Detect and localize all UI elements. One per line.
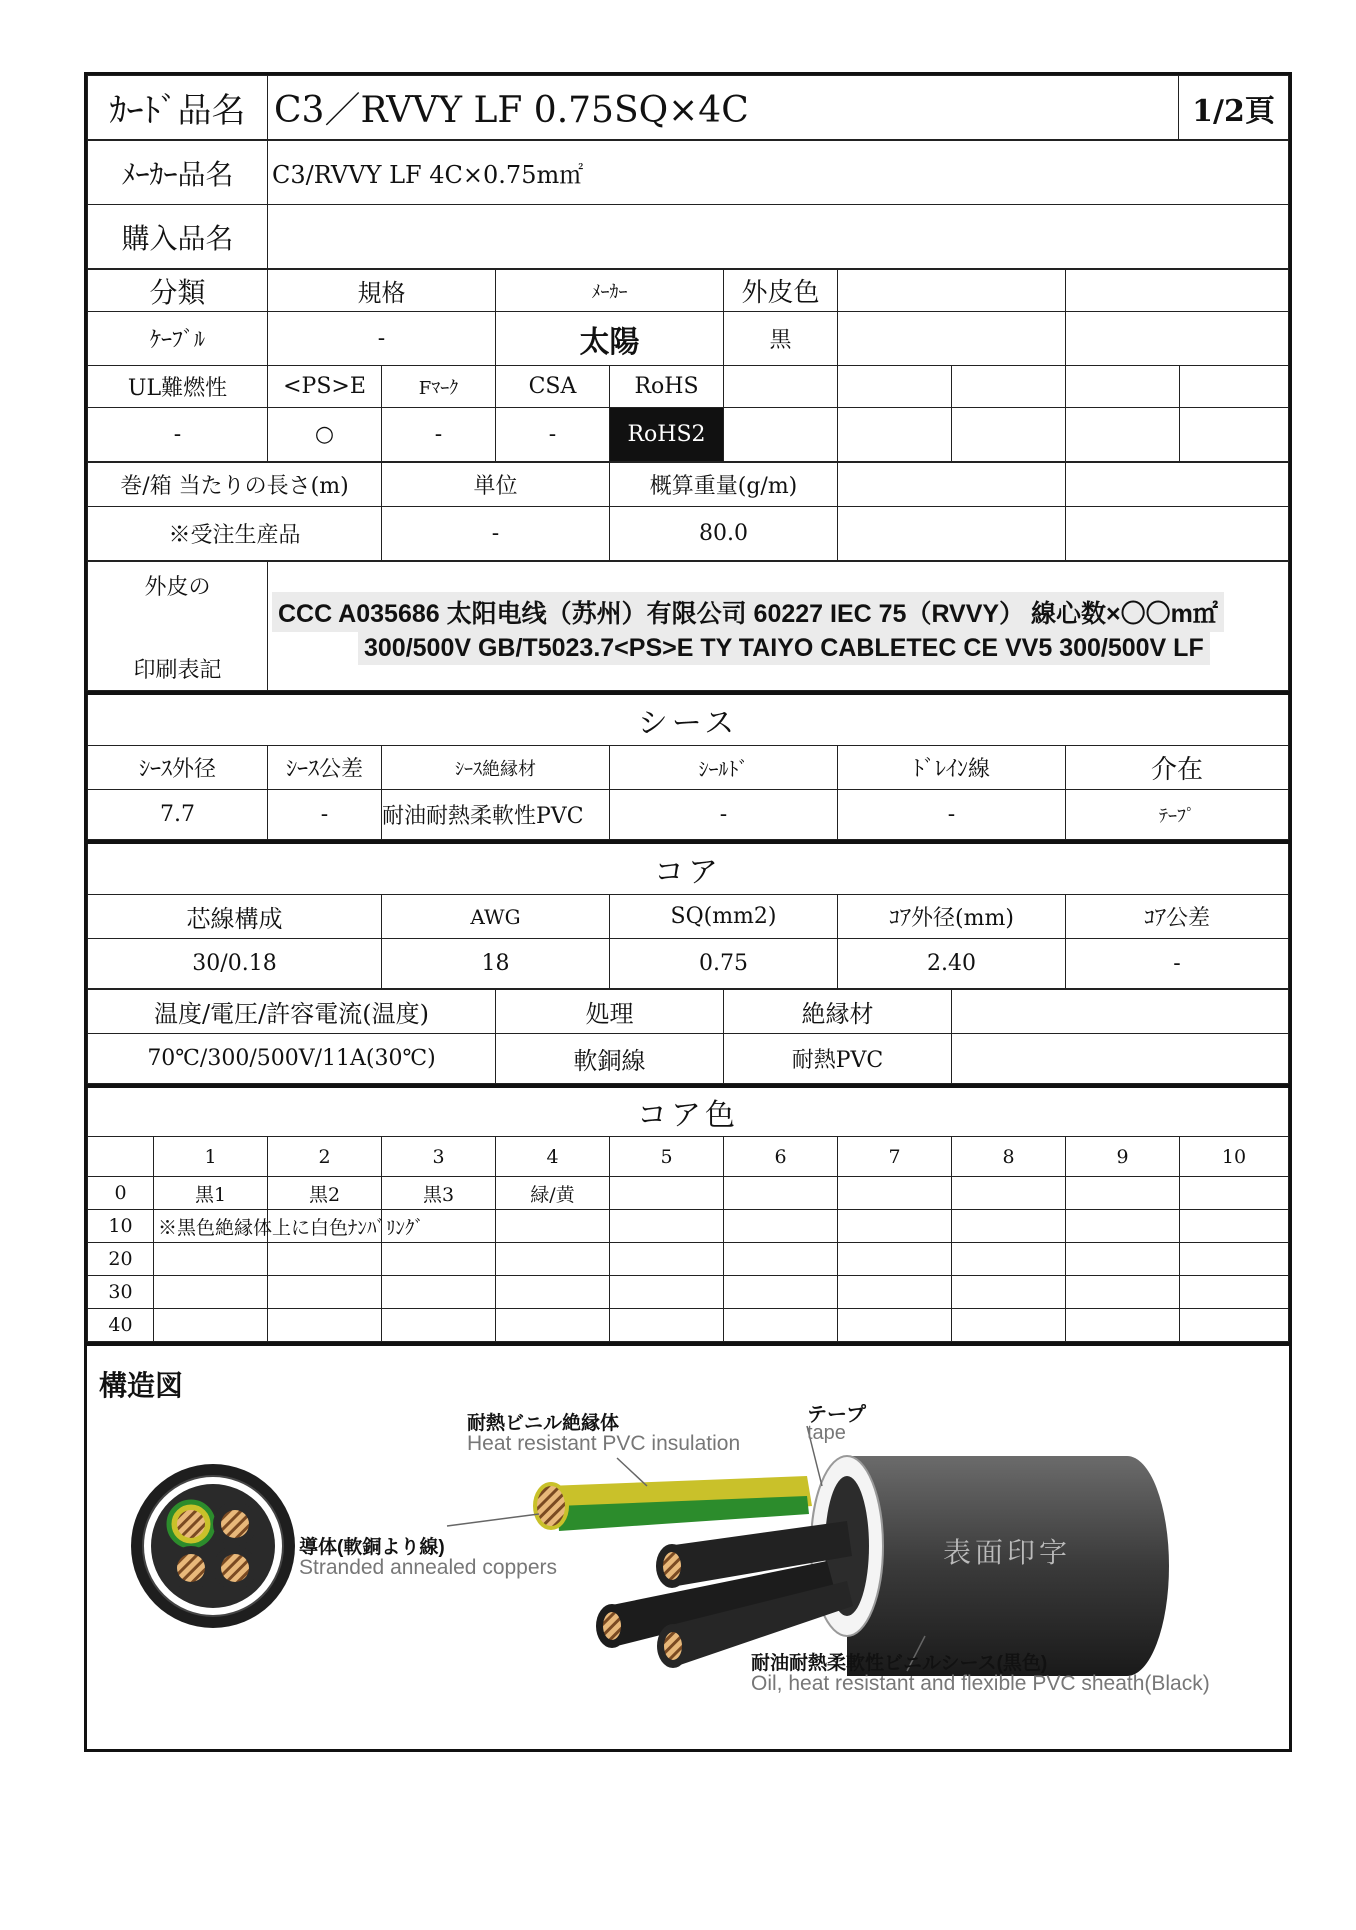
color-col-header: 5 — [610, 1137, 724, 1177]
csa-value: - — [496, 408, 610, 462]
color-row — [88, 1210, 1289, 1243]
color-row — [88, 1276, 1289, 1309]
color-cell — [1180, 1177, 1289, 1210]
csa-header: CSA — [496, 366, 610, 408]
pse-header: <PS>E — [268, 366, 382, 408]
unit-header: 単位 — [382, 463, 610, 507]
surface-print-label: 表面印字 — [943, 1537, 1072, 1568]
color-cell — [838, 1243, 952, 1276]
color-cell — [838, 1177, 952, 1210]
cross-section-icon — [131, 1464, 295, 1628]
color-col-header: 7 — [838, 1137, 952, 1177]
class-value: ｹｰﾌﾞﾙ — [88, 312, 268, 366]
core-title: コア — [88, 842, 1289, 895]
card-name-label: ｶｰﾄﾞ品名 — [88, 76, 268, 140]
color-cell — [382, 1243, 496, 1276]
strand-header: 芯線構成 — [88, 895, 382, 939]
classification-table — [87, 269, 1289, 462]
color-cell — [838, 1309, 952, 1342]
sheath-table — [87, 691, 1289, 840]
color-row — [88, 1177, 1289, 1210]
drain-header: ﾄﾞﾚｲﾝ線 — [838, 746, 1066, 790]
color-cell — [724, 1243, 838, 1276]
strand-value: 30/0.18 — [88, 939, 382, 989]
sheath-title: シース — [88, 693, 1289, 746]
conductor-label-jp: 導体(軟銅より線) — [299, 1537, 445, 1558]
color-cell — [268, 1276, 382, 1309]
sheath-mat-value: 耐油耐熱柔軟性PVC — [382, 790, 610, 840]
color-cell — [1066, 1210, 1180, 1243]
color-value: 黒 — [724, 312, 838, 366]
color-col-header: 8 — [952, 1137, 1066, 1177]
core-od-header: ｺｱ外径(mm) — [838, 895, 1066, 939]
cable-cutaway-icon — [535, 1456, 1169, 1676]
sheath-tol-value: - — [268, 790, 382, 840]
filler-header: 介在 — [1066, 746, 1289, 790]
color-cell — [154, 1276, 268, 1309]
color-cell — [724, 1309, 838, 1342]
color-row-index: 20 — [88, 1243, 154, 1276]
rohs-value: RoHS2 — [610, 408, 724, 462]
color-cell: 黒2 — [268, 1177, 382, 1210]
color-row-index: 10 — [88, 1210, 154, 1243]
structure-diagram — [87, 1342, 1289, 1736]
color-cell — [610, 1210, 724, 1243]
print-label-top: 外皮の — [144, 575, 211, 600]
sheath-mat-header: ｼｰｽ絶縁材 — [382, 746, 610, 790]
color-cell — [610, 1309, 724, 1342]
awg-header: AWG — [382, 895, 610, 939]
print-line-1: CCC A035686 太阳电线（苏州）有限公司 60227 IEC 75（RVVY） 線心数×〇〇m㎡ — [272, 592, 1224, 632]
color-col-header: 10 — [1180, 1137, 1289, 1177]
insulation-label-jp: 耐熱ビニル絶縁体 — [467, 1413, 620, 1434]
core-tol-header: ｺｱ公差 — [1066, 895, 1289, 939]
color-cell — [496, 1210, 610, 1243]
color-cell — [1180, 1276, 1289, 1309]
rating-header: 温度/電圧/許容電流(温度) — [88, 990, 496, 1034]
unit-value: - — [382, 507, 610, 561]
color-cell — [952, 1243, 1066, 1276]
rating-value: 70℃/300/500V/11A(30℃) — [88, 1034, 496, 1084]
color-cell: ※黒色絶縁体上に白色ﾅﾝﾊﾞﾘﾝｸﾞ — [154, 1210, 268, 1243]
ul-value: - — [88, 408, 268, 462]
core-table — [87, 840, 1289, 989]
class-header: 分類 — [88, 270, 268, 312]
core-color-title: コア色 — [88, 1086, 1289, 1137]
spec-sheet — [84, 72, 1292, 1752]
color-col-header: 9 — [1066, 1137, 1180, 1177]
awg-value: 18 — [382, 939, 610, 989]
color-cell — [610, 1177, 724, 1210]
color-col-header: 2 — [268, 1137, 382, 1177]
color-cell — [1066, 1276, 1180, 1309]
color-cell — [496, 1243, 610, 1276]
color-cell — [154, 1309, 268, 1342]
standard-header: 規格 — [268, 270, 496, 312]
color-cell — [838, 1276, 952, 1309]
color-cell — [154, 1243, 268, 1276]
diagram-title: 構造図 — [99, 1370, 184, 1401]
maker-value: 太陽 — [496, 312, 724, 366]
card-name-value: C3／RVVY LF 0.75SQ×4C — [268, 76, 1179, 140]
core-od-value: 2.40 — [838, 939, 1066, 989]
tape-label-jp: テープ — [807, 1404, 866, 1426]
color-cell — [268, 1243, 382, 1276]
print-label-bottom: 印刷表記 — [133, 658, 222, 683]
weight-value: 80.0 — [610, 507, 838, 561]
insulation-label-en: Heat resistant PVC insulation — [467, 1432, 741, 1455]
electrical-table — [87, 989, 1289, 1084]
color-row-index: 40 — [88, 1309, 154, 1342]
insulation-header: 絶縁材 — [724, 990, 952, 1034]
cable-illustration — [87, 1346, 1287, 1726]
color-cell — [1066, 1309, 1180, 1342]
color-cell — [1066, 1177, 1180, 1210]
color-cell — [610, 1243, 724, 1276]
fmark-header: Fﾏｰｸ — [382, 366, 496, 408]
weight-header: 概算重量(g/m) — [610, 463, 838, 507]
color-cell — [610, 1276, 724, 1309]
purchase-name-value — [268, 205, 1289, 269]
length-header: 巻/箱 当たりの長さ(m) — [88, 463, 382, 507]
maker-name-label: ﾒｰｶｰ品名 — [88, 141, 268, 205]
color-col-header: 3 — [382, 1137, 496, 1177]
color-cell — [382, 1276, 496, 1309]
sheath-od-value: 7.7 — [88, 790, 268, 840]
conductor-label-en: Stranded annealed coppers — [299, 1556, 558, 1579]
color-cell — [952, 1276, 1066, 1309]
color-cell: 黒3 — [382, 1177, 496, 1210]
sq-value: 0.75 — [610, 939, 838, 989]
page-number: 1/2頁 — [1179, 76, 1289, 140]
fmark-value: - — [382, 408, 496, 462]
color-cell — [268, 1309, 382, 1342]
maker-name-value: C3/RVVY LF 4C×0.75m㎡ — [268, 141, 1289, 205]
color-col-header: 6 — [724, 1137, 838, 1177]
color-row — [88, 1309, 1289, 1342]
color-cell — [952, 1210, 1066, 1243]
color-cell — [838, 1210, 952, 1243]
color-cell — [1180, 1309, 1289, 1342]
print-line-2: 300/500V GB/T5023.7<PS>E TY TAIYO CABLETEC CE VV5 300/500V LF — [358, 632, 1210, 665]
color-row — [88, 1243, 1289, 1276]
ul-header: UL難燃性 — [88, 366, 268, 408]
header-table — [87, 75, 1289, 140]
treatment-value: 軟銅線 — [496, 1034, 724, 1084]
drain-value: - — [838, 790, 1066, 840]
color-cell — [952, 1309, 1066, 1342]
color-cell — [1066, 1243, 1180, 1276]
print-marking-table — [87, 561, 1289, 691]
color-cell — [724, 1177, 838, 1210]
sq-header: SQ(mm2) — [610, 895, 838, 939]
sheath-od-header: ｼｰｽ外径 — [88, 746, 268, 790]
sheath-label-jp: 耐油耐熱柔軟性ビニルシース(黒色) — [751, 1653, 1048, 1674]
filler-value: ﾃｰﾌﾟ — [1066, 790, 1289, 840]
color-cell — [1180, 1243, 1289, 1276]
color-cell — [1180, 1210, 1289, 1243]
color-cell: 黒1 — [154, 1177, 268, 1210]
purchase-name-label: 購入品名 — [88, 205, 268, 269]
color-cell: 緑/黄 — [496, 1177, 610, 1210]
color-col-header: 1 — [154, 1137, 268, 1177]
pse-value: ○ — [268, 408, 382, 462]
color-row-index: 0 — [88, 1177, 154, 1210]
tape-label-en: tape — [807, 1422, 846, 1444]
standard-value: - — [268, 312, 496, 366]
core-tol-value: - — [1066, 939, 1289, 989]
color-cell — [496, 1276, 610, 1309]
core-color-table — [87, 1084, 1289, 1342]
shield-header: ｼｰﾙﾄﾞ — [610, 746, 838, 790]
sheath-label-en: Oil, heat resistant and flexible PVC sheath(Black) — [751, 1672, 1210, 1695]
insulation-value: 耐熱PVC — [724, 1034, 952, 1084]
sheath-tol-header: ｼｰｽ公差 — [268, 746, 382, 790]
color-col-header: 4 — [496, 1137, 610, 1177]
color-cell — [724, 1210, 838, 1243]
maker-header: ﾒｰｶｰ — [496, 270, 724, 312]
color-cell — [952, 1177, 1066, 1210]
rohs-header: RoHS — [610, 366, 724, 408]
color-cell — [496, 1309, 610, 1342]
shield-value: - — [610, 790, 838, 840]
color-row-index: 30 — [88, 1276, 154, 1309]
treatment-header: 処理 — [496, 990, 724, 1034]
length-value: ※受注生産品 — [88, 507, 382, 561]
color-header: 外皮色 — [724, 270, 838, 312]
color-cell — [382, 1309, 496, 1342]
color-cell — [724, 1276, 838, 1309]
